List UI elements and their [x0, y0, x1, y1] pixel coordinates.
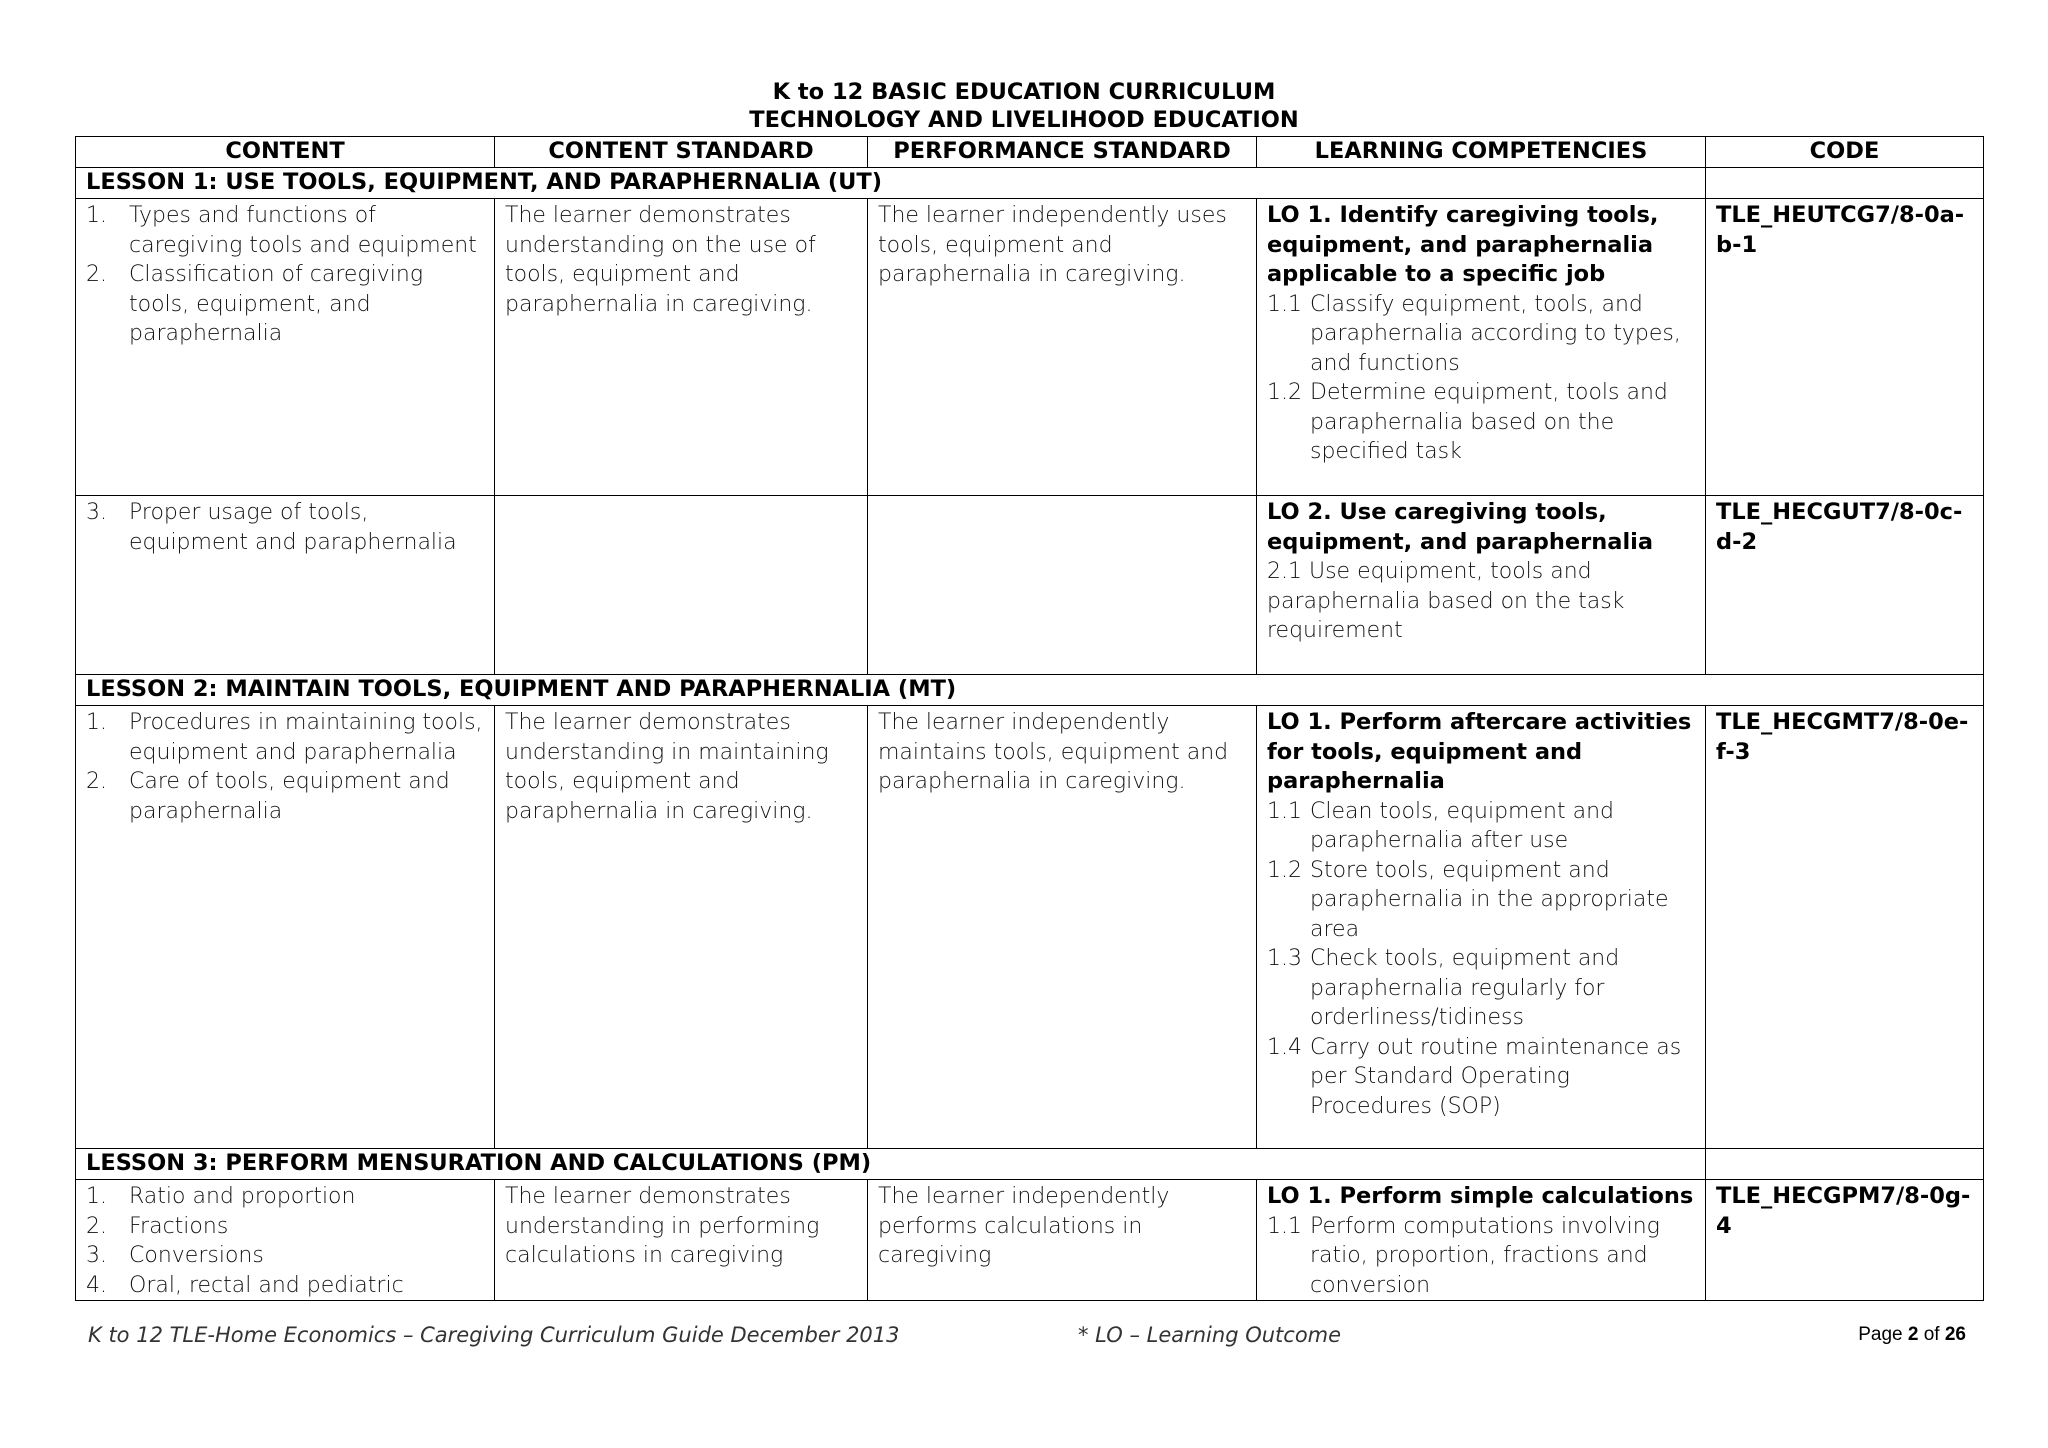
list-item: 1. Ratio and proportion: [86, 1184, 356, 1209]
page-number: Page 2 of 26: [1858, 1324, 1966, 1345]
code-cell: TLE_HECGUT7/8-0c-d-2: [1706, 496, 1984, 675]
learning-outcome: LO 2. Use caregiving tools, equipment, and paraphernalia: [1267, 499, 1654, 555]
content-standard-cell: [495, 496, 868, 675]
content-cell: [76, 496, 495, 675]
performance-standard-cell: The learner independently maintains tools, equipment and paraphernalia in caregiving.: [868, 706, 1257, 1149]
list-item: 1. Procedures in maintaining tools, equipment and paraphernalia: [86, 710, 483, 765]
column-header-content: CONTENT: [76, 137, 495, 168]
list-item: 1.1 Perform computations involving ratio, proportion, fractions and conversion: [1267, 1213, 1660, 1298]
list-item: 1.4 Carry out routine maintenance as per Standard Operating Procedures (SOP): [1267, 1034, 1682, 1119]
lesson-row: [76, 168, 1984, 199]
table-header-row: [76, 137, 1984, 168]
table-row: [76, 496, 1984, 675]
document-header: [0, 78, 2048, 134]
performance-standard-cell: [868, 496, 1257, 675]
footer-legend: * LO – Learning Outcome: [1078, 1323, 1342, 1347]
learning-outcome: LO 1. Perform simple calculations: [1267, 1183, 1694, 1209]
document-title: K to 12 BASIC EDUCATION CURRICULUM: [772, 79, 1276, 105]
table-row: [76, 199, 1984, 496]
lesson-row: [76, 1149, 1984, 1180]
code-cell: TLE_HEUTCG7/8-0a-b-1: [1706, 199, 1984, 496]
lesson-title: LESSON 2: MAINTAIN TOOLS, EQUIPMENT AND PARAPHERNALIA (MT): [76, 675, 1984, 706]
table-row: [76, 706, 1984, 1149]
learning-competencies-cell: [1257, 706, 1706, 1149]
code-cell: TLE_HECGMT7/8-0e-f-3: [1706, 706, 1984, 1149]
list-item: 2. Care of tools, equipment and paraphernalia: [86, 769, 450, 824]
column-header-code: CODE: [1706, 137, 1984, 168]
column-header-performance-standard: PERFORMANCE STANDARD: [868, 137, 1257, 168]
list-item: 4. Oral, rectal and pediatric: [86, 1272, 404, 1298]
learning-outcome: LO 1. Perform aftercare activities for tools, equipment and paraphernalia: [1267, 709, 1692, 794]
learning-competencies-cell: [1257, 199, 1706, 496]
list-item: 3. Conversions: [86, 1243, 264, 1268]
list-item: 3. Proper usage of tools, equipment and paraphernalia: [86, 500, 457, 555]
column-header-learning-competencies: LEARNING COMPETENCIES: [1257, 137, 1706, 168]
lesson-code-cell: [1706, 1149, 1984, 1180]
learning-competencies-cell: [1257, 1180, 1706, 1301]
document-subtitle: TECHNOLOGY AND LIVELIHOOD EDUCATION: [749, 107, 1299, 133]
content-cell: [76, 1180, 495, 1301]
list-item: 1.3 Check tools, equipment and paraphernalia regularly for orderliness/tidiness: [1267, 946, 1620, 1030]
content-cell: [76, 199, 495, 496]
curriculum-table: [75, 136, 1984, 1301]
list-item: 1. Types and functions of caregiving tools and equipment: [86, 203, 477, 258]
list-item: 2. Fractions: [86, 1213, 229, 1239]
content-standard-cell: The learner demonstrates understanding in performing calculations in caregiving: [495, 1180, 868, 1301]
content-cell: [76, 706, 495, 1149]
list-item: 1.2 Store tools, equipment and paraphernalia in the appropriate area: [1267, 857, 1669, 942]
lesson-code-cell: [1706, 168, 1984, 199]
content-standard-cell: The learner demonstrates understanding on the use of tools, equipment and paraphernalia in caregiving.: [495, 199, 868, 496]
performance-standard-cell: The learner independently performs calculations in caregiving: [868, 1180, 1257, 1301]
lesson-title: LESSON 1: USE TOOLS, EQUIPMENT, AND PARAPHERNALIA (UT): [76, 168, 1706, 199]
code-cell: TLE_HECGPM7/8-0g-4: [1706, 1180, 1984, 1301]
column-header-content-standard: CONTENT STANDARD: [495, 137, 868, 168]
lesson-title: LESSON 3: PERFORM MENSURATION AND CALCULATIONS (PM): [76, 1149, 1706, 1180]
list-item: 1.1 Classify equipment, tools, and paraphernalia according to types, and functions: [1267, 291, 1681, 376]
list-item: 1.2 Determine equipment, tools and paraphernalia based on the specified task: [1267, 380, 1668, 464]
learning-outcome: LO 1. Identify caregiving tools, equipment, and paraphernalia applicable to a specific job: [1267, 202, 1659, 287]
performance-standard-cell: The learner independently uses tools, equipment and paraphernalia in caregiving.: [868, 199, 1257, 496]
competency-text: 2.1 Use equipment, tools and paraphernalia based on the task requirement: [1267, 559, 1625, 643]
content-standard-cell: The learner demonstrates understanding in maintaining tools, equipment and paraphernalia in caregiving.: [495, 706, 868, 1149]
footer-guide-title: K to 12 TLE-Home Economics – Caregiving Curriculum Guide December 2013: [88, 1323, 900, 1347]
list-item: 2. Classification of caregiving tools, equipment, and paraphernalia: [86, 262, 424, 346]
lesson-row: [76, 675, 1984, 706]
table-row: [76, 1180, 1984, 1301]
list-item: 1.1 Clean tools, equipment and paraphernalia after use: [1267, 798, 1614, 853]
learning-competencies-cell: [1257, 496, 1706, 675]
